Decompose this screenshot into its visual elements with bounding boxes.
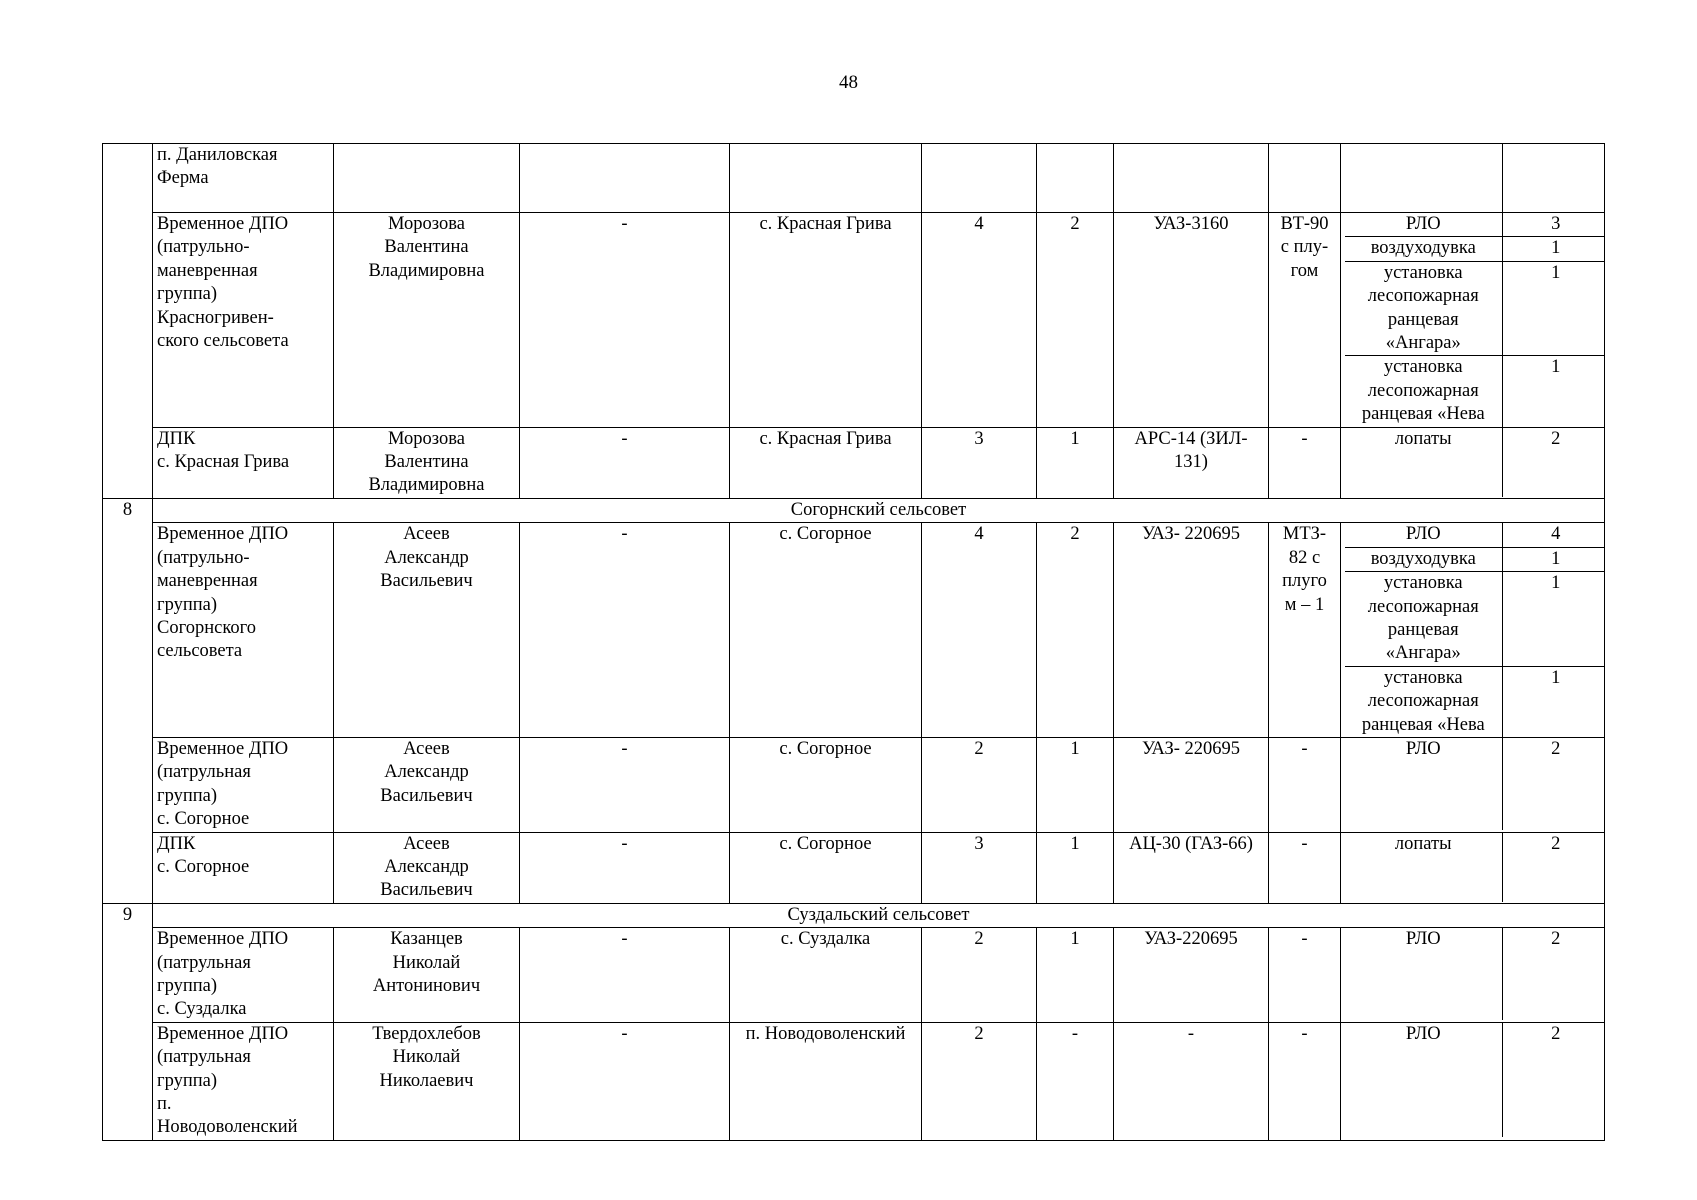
equipment-item: установка лесопожарная ранцевая «Ангара» <box>1345 261 1502 356</box>
equipment-list <box>1345 833 1605 902</box>
unit-name: Временное ДПО (патрульно- маневренная группа) Красногривен- ского сельсовета <box>153 213 334 428</box>
unit-vehicle: УАЗ- 220695 <box>1114 523 1269 738</box>
equipment-row <box>1345 666 1605 737</box>
table-row <box>103 832 1605 903</box>
equipment-list <box>1345 144 1605 212</box>
unit-crews: 1 <box>1037 928 1114 1023</box>
unit-head: Асеев Александр Васильевич <box>334 737 520 832</box>
unit-vehicle: УАЗ-220695 <box>1114 928 1269 1023</box>
equipment-cell <box>1341 213 1605 428</box>
equipment-row <box>1345 572 1605 667</box>
unit-head: Казанцев Николай Антонинович <box>334 928 520 1023</box>
unit-name: п. Даниловская Ферма <box>153 144 334 213</box>
unit-crews: 1 <box>1037 737 1114 832</box>
equipment-item: воздуходувка <box>1345 237 1502 261</box>
equipment-row <box>1345 213 1605 237</box>
unit-name: Временное ДПО (патрульная группа) п. Новодоволенский <box>153 1022 334 1140</box>
page-number: 48 <box>839 72 858 93</box>
unit-vehicle: - <box>1114 1022 1269 1140</box>
unit-people: 4 <box>922 213 1037 428</box>
unit-dash <box>520 144 730 213</box>
equipment-row <box>1345 144 1605 212</box>
unit-dash: - <box>520 737 730 832</box>
unit-head: Твердохлебов Николай Николаевич <box>334 1022 520 1140</box>
equipment-item: установка лесопожарная ранцевая «Нева <box>1361 667 1485 735</box>
unit-tractor: - <box>1269 928 1341 1023</box>
unit-vehicle: УАЗ-3160 <box>1114 213 1269 428</box>
unit-head: Асеев Александр Васильевич <box>334 523 520 738</box>
table-row <box>103 427 1605 498</box>
equipment-cell <box>1341 832 1605 903</box>
equipment-cell <box>1341 523 1605 738</box>
equipment-item: лопаты <box>1394 428 1452 449</box>
unit-tractor: - <box>1269 832 1341 903</box>
section-title: Суздальский сельсовет <box>153 903 1605 927</box>
equipment-row <box>1345 428 1605 497</box>
table-row <box>103 144 1605 213</box>
row-number-cell <box>103 144 153 499</box>
unit-vehicle <box>1114 144 1269 213</box>
equipment-qty: 1 <box>1502 572 1605 667</box>
unit-head: Морозова Валентина Владимировна <box>334 427 520 498</box>
unit-location <box>730 144 922 213</box>
unit-name: Временное ДПО (патрульная группа) с. Согорное <box>153 737 334 832</box>
unit-tractor: - <box>1269 737 1341 832</box>
equipment-list <box>1345 928 1605 1020</box>
equipment-qty: 2 <box>1502 928 1605 1020</box>
unit-dash: - <box>520 928 730 1023</box>
unit-head <box>334 144 520 213</box>
unit-dash: - <box>520 213 730 428</box>
equipment-list <box>1345 1023 1605 1137</box>
unit-location: с. Суздалка <box>730 928 922 1023</box>
equipment-item: воздуходувка <box>1345 547 1502 571</box>
equipment-item: лопаты <box>1394 833 1452 854</box>
equipment-qty: 3 <box>1502 213 1605 237</box>
equipment-row <box>1345 1023 1605 1137</box>
unit-crews: - <box>1037 1022 1114 1140</box>
unit-dash: - <box>520 1022 730 1140</box>
unit-people: 3 <box>922 427 1037 498</box>
unit-tractor: - <box>1269 1022 1341 1140</box>
unit-location: с. Согорное <box>730 523 922 738</box>
unit-people: 3 <box>922 832 1037 903</box>
unit-people: 2 <box>922 737 1037 832</box>
equipment-qty: 1 <box>1502 356 1605 427</box>
unit-crews: 1 <box>1037 832 1114 903</box>
unit-vehicle: АЦ-30 (ГАЗ-66) <box>1114 832 1269 903</box>
equipment-cell <box>1341 427 1605 498</box>
unit-location: с. Согорное <box>730 737 922 832</box>
unit-dash: - <box>520 523 730 738</box>
equipment-list <box>1345 428 1605 497</box>
equipment-item: РЛО <box>1345 523 1502 547</box>
unit-head: Морозова Валентина Владимировна <box>334 213 520 428</box>
unit-vehicle: АРС-14 (ЗИЛ- 131) <box>1114 427 1269 498</box>
unit-people: 2 <box>922 1022 1037 1140</box>
equipment-list <box>1345 738 1605 830</box>
equipment-list <box>1345 213 1605 427</box>
section-row <box>103 498 1605 522</box>
section-number: 9 <box>103 903 153 1140</box>
section-number: 8 <box>103 498 153 903</box>
equipment-qty: 2 <box>1502 428 1605 497</box>
unit-dash: - <box>520 832 730 903</box>
equipment-item: установка лесопожарная ранцевая «Нева <box>1361 357 1485 425</box>
equipment-row <box>1345 547 1605 571</box>
unit-name: ДПК с. Согорное <box>153 832 334 903</box>
equipment-item <box>1345 144 1502 212</box>
unit-tractor <box>1269 144 1341 213</box>
unit-people: 4 <box>922 523 1037 738</box>
section-title: Согорнский сельсовет <box>153 498 1605 522</box>
equipment-list <box>1345 523 1605 737</box>
unit-location: п. Новодоволенский <box>730 1022 922 1140</box>
unit-tractor: ВТ-90 с плу- гом <box>1269 213 1341 428</box>
equipment-qty: 4 <box>1502 523 1605 547</box>
equipment-row <box>1345 261 1605 356</box>
unit-dash: - <box>520 427 730 498</box>
unit-name: Временное ДПО (патрульная группа) с. Суздалка <box>153 928 334 1023</box>
unit-people: 2 <box>922 928 1037 1023</box>
equipment-row <box>1345 928 1605 1020</box>
unit-crews: 1 <box>1037 427 1114 498</box>
equipment-qty: 1 <box>1502 237 1605 261</box>
equipment-cell <box>1341 928 1605 1023</box>
unit-crews: 2 <box>1037 523 1114 738</box>
unit-name: ДПК с. Красная Грива <box>153 427 334 498</box>
equipment-item: РЛО <box>1345 213 1502 237</box>
fire-units-table <box>102 143 1605 1141</box>
equipment-item: РЛО <box>1405 1023 1441 1044</box>
equipment-row <box>1345 833 1605 902</box>
table-row <box>103 523 1605 738</box>
unit-location: с. Согорное <box>730 832 922 903</box>
unit-location: с. Красная Грива <box>730 213 922 428</box>
unit-name: Временное ДПО (патрульно- маневренная группа) Согорнского сельсовета <box>153 523 334 738</box>
equipment-item: РЛО <box>1405 929 1441 950</box>
section-row <box>103 903 1605 927</box>
equipment-qty: 1 <box>1502 547 1605 571</box>
equipment-qty: 1 <box>1502 261 1605 356</box>
equipment-qty <box>1502 144 1605 212</box>
table-row <box>103 737 1605 832</box>
unit-crews: 2 <box>1037 213 1114 428</box>
equipment-item: установка лесопожарная ранцевая «Ангара» <box>1345 572 1502 667</box>
equipment-qty: 2 <box>1502 833 1605 902</box>
equipment-qty: 2 <box>1502 738 1605 830</box>
unit-tractor: - <box>1269 427 1341 498</box>
unit-tractor: МТЗ- 82 с плуго м – 1 <box>1269 523 1341 738</box>
equipment-cell <box>1341 737 1605 832</box>
equipment-item: РЛО <box>1405 738 1441 759</box>
equipment-row <box>1345 738 1605 830</box>
equipment-cell <box>1341 144 1605 213</box>
table-row <box>103 1022 1605 1140</box>
unit-head: Асеев Александр Васильевич <box>334 832 520 903</box>
unit-crews <box>1037 144 1114 213</box>
table-row <box>103 928 1605 1023</box>
table-row <box>103 213 1605 428</box>
equipment-row <box>1345 237 1605 261</box>
equipment-row <box>1345 523 1605 547</box>
equipment-qty: 1 <box>1502 666 1605 737</box>
unit-vehicle: УАЗ- 220695 <box>1114 737 1269 832</box>
unit-location: с. Красная Грива <box>730 427 922 498</box>
unit-people <box>922 144 1037 213</box>
equipment-qty: 2 <box>1502 1023 1605 1137</box>
equipment-row <box>1345 356 1605 427</box>
equipment-cell <box>1341 1022 1605 1140</box>
